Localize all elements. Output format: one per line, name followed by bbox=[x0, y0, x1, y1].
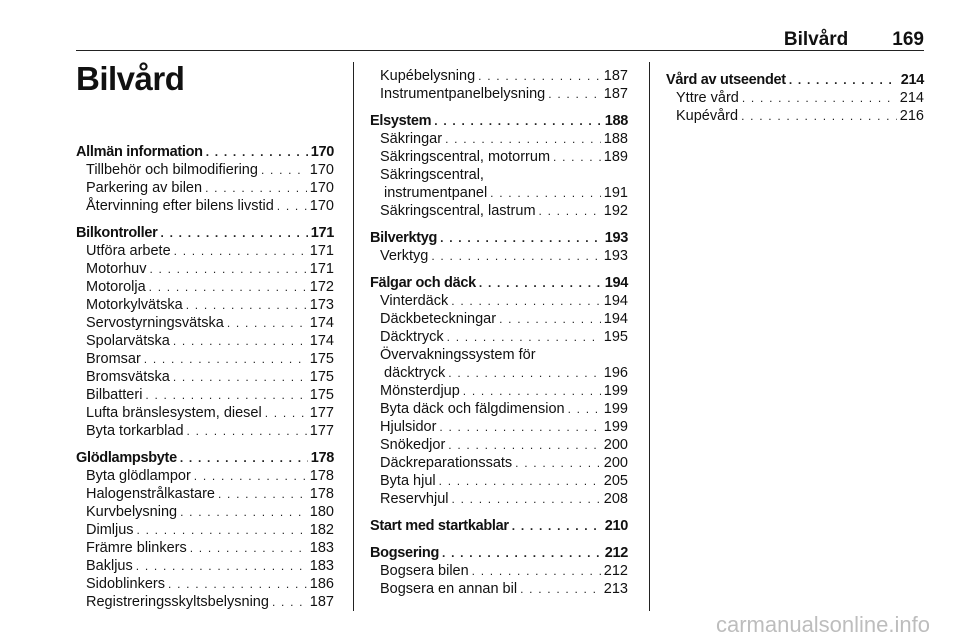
dot-leader bbox=[277, 197, 307, 215]
toc-page-number: 178 bbox=[310, 450, 334, 466]
toc-section-title: Bogsering bbox=[370, 545, 440, 561]
toc-entry[interactable] bbox=[370, 418, 628, 436]
toc-page-number: 189 bbox=[603, 149, 628, 165]
toc-page-number: 175 bbox=[309, 387, 334, 403]
toc-entry[interactable] bbox=[370, 436, 628, 454]
toc-entry-title: Däckbeteckningar bbox=[380, 311, 497, 327]
toc-entry-title: Vinterdäck bbox=[380, 293, 449, 309]
dot-leader bbox=[448, 364, 601, 382]
toc-entry[interactable] bbox=[76, 575, 334, 593]
dot-leader bbox=[439, 418, 600, 436]
toc-page-number: 216 bbox=[899, 108, 924, 124]
toc-entry[interactable] bbox=[370, 562, 628, 580]
toc-entry-title: Bogsera en annan bil bbox=[380, 581, 518, 597]
toc-page-number: 193 bbox=[604, 230, 628, 246]
dot-leader bbox=[447, 328, 601, 346]
toc-entry-title: Motorolja bbox=[86, 279, 146, 295]
toc-entry[interactable] bbox=[76, 179, 334, 197]
toc-entry[interactable] bbox=[76, 422, 334, 440]
dot-leader bbox=[265, 404, 307, 422]
page-number: 169 bbox=[892, 29, 924, 50]
dot-leader bbox=[136, 557, 307, 575]
toc-section[interactable] bbox=[370, 229, 628, 247]
toc-entry-title: Säkringscentral, lastrum bbox=[380, 203, 536, 219]
toc-entry-title: Spolarvätska bbox=[86, 333, 170, 349]
toc-entry[interactable] bbox=[76, 332, 334, 350]
toc-page-number: 194 bbox=[603, 311, 628, 327]
toc-page-number: 174 bbox=[309, 315, 334, 331]
toc-page-number: 199 bbox=[603, 383, 628, 399]
toc-entry-title-continuation: instrumentpanel bbox=[384, 185, 488, 201]
toc-entry[interactable] bbox=[370, 472, 628, 490]
toc-page-number: 187 bbox=[603, 86, 628, 102]
page-title: Bilvård bbox=[76, 60, 185, 97]
dot-leader bbox=[431, 247, 600, 265]
toc-entry[interactable] bbox=[370, 67, 628, 85]
dot-leader bbox=[451, 292, 601, 310]
toc-section[interactable] bbox=[76, 449, 334, 467]
running-header bbox=[624, 29, 924, 51]
dot-leader bbox=[445, 130, 601, 148]
column-divider-1 bbox=[353, 62, 354, 611]
toc-page-number: 171 bbox=[310, 225, 334, 241]
toc-entry[interactable] bbox=[370, 580, 628, 598]
dot-leader bbox=[174, 242, 307, 260]
dot-leader bbox=[452, 490, 601, 508]
toc-entry-title: Dimljus bbox=[86, 522, 134, 538]
toc-page-number: 195 bbox=[603, 329, 628, 345]
dot-leader bbox=[479, 274, 602, 292]
toc-entry[interactable] bbox=[370, 310, 628, 328]
toc-entry-title: Motorkylvätska bbox=[86, 297, 183, 313]
dot-leader bbox=[180, 503, 307, 521]
toc-column-3 bbox=[666, 71, 924, 125]
toc-page-number: 171 bbox=[309, 243, 334, 259]
watermark: carmanualsonline.info bbox=[715, 612, 930, 637]
toc-entry-title: Instrumentpanelbelysning bbox=[380, 86, 546, 102]
toc-entry[interactable] bbox=[76, 368, 334, 386]
toc-section-title: Vård av utseendet bbox=[666, 72, 786, 88]
dot-leader bbox=[137, 521, 307, 539]
toc-page-number: 196 bbox=[603, 365, 628, 381]
toc-page-number: 214 bbox=[900, 72, 924, 88]
toc-entry[interactable] bbox=[370, 490, 628, 508]
toc-entry-title: Mönsterdjup bbox=[380, 383, 460, 399]
toc-entry-title: Byta glödlampor bbox=[86, 468, 191, 484]
toc-entry-title: Sidoblinkers bbox=[86, 576, 165, 592]
toc-entry-title: Kupébelysning bbox=[380, 68, 476, 84]
toc-entry[interactable] bbox=[76, 485, 334, 503]
dot-leader bbox=[440, 229, 602, 247]
toc-entry[interactable] bbox=[76, 278, 334, 296]
dot-leader bbox=[442, 544, 602, 562]
column-divider-2 bbox=[649, 62, 650, 611]
toc-entry[interactable] bbox=[666, 107, 924, 125]
dot-leader bbox=[186, 296, 307, 314]
dot-leader bbox=[448, 436, 601, 454]
toc-page-number: 200 bbox=[603, 455, 628, 471]
toc-page-number: 170 bbox=[309, 180, 334, 196]
toc-entry-title: Säkringar bbox=[380, 131, 443, 147]
toc-section[interactable] bbox=[76, 224, 334, 242]
dot-leader bbox=[463, 382, 601, 400]
toc-page-number: 210 bbox=[604, 518, 628, 534]
dot-leader bbox=[539, 202, 601, 220]
toc-entry-title: Främre blinkers bbox=[86, 540, 187, 556]
toc-entry-title: Servostyrningsvätska bbox=[86, 315, 224, 331]
dot-leader bbox=[742, 89, 897, 107]
toc-entry-title: Motorhuv bbox=[86, 261, 147, 277]
toc-section-title: Fälgar och däck bbox=[370, 275, 476, 291]
toc-entry-title: Däcktryck bbox=[380, 329, 444, 345]
toc-entry-title: Säkringscentral, motorrum bbox=[380, 149, 551, 165]
toc-entry-title: Reservhjul bbox=[380, 491, 449, 507]
toc-page-number: 194 bbox=[604, 275, 628, 291]
toc-section[interactable] bbox=[76, 143, 334, 161]
toc-page-number: 199 bbox=[603, 419, 628, 435]
dot-leader bbox=[478, 67, 601, 85]
dot-leader bbox=[190, 539, 307, 557]
toc-entry-title: Hjulsidor bbox=[380, 419, 437, 435]
toc-page-number: 192 bbox=[603, 203, 628, 219]
toc-page-number: 199 bbox=[603, 401, 628, 417]
toc-entry-continuation[interactable] bbox=[370, 364, 628, 382]
toc-page-number: 188 bbox=[603, 131, 628, 147]
dot-leader bbox=[173, 332, 307, 350]
toc-entry[interactable] bbox=[76, 386, 334, 404]
toc-entry[interactable] bbox=[76, 260, 334, 278]
dot-leader bbox=[520, 580, 601, 598]
toc-section[interactable] bbox=[370, 544, 628, 562]
toc-page-number: 170 bbox=[309, 198, 334, 214]
dot-leader bbox=[439, 472, 601, 490]
toc-entry-title: Bilbatteri bbox=[86, 387, 143, 403]
dot-leader bbox=[512, 517, 602, 535]
toc-section[interactable] bbox=[370, 274, 628, 292]
toc-entry-title: Kurvbelysning bbox=[86, 504, 178, 520]
dot-leader bbox=[173, 368, 307, 386]
dot-leader bbox=[261, 161, 307, 179]
toc-page-number: 170 bbox=[309, 162, 334, 178]
dot-leader bbox=[515, 454, 601, 472]
toc-page-number: 193 bbox=[603, 248, 628, 264]
toc-entry[interactable] bbox=[76, 503, 334, 521]
toc-entry-title: Verktyg bbox=[380, 248, 429, 264]
toc-entry[interactable] bbox=[370, 166, 628, 184]
toc-entry[interactable] bbox=[76, 314, 334, 332]
toc-entry[interactable] bbox=[370, 454, 628, 472]
dot-leader bbox=[490, 184, 601, 202]
dot-leader bbox=[741, 107, 897, 125]
toc-page-number: 173 bbox=[309, 297, 334, 313]
toc-section[interactable] bbox=[370, 517, 628, 535]
toc-entry[interactable] bbox=[370, 382, 628, 400]
toc-entry[interactable] bbox=[76, 197, 334, 215]
toc-section-title: Start med startkablar bbox=[370, 518, 509, 534]
toc-page-number: 212 bbox=[604, 545, 628, 561]
toc-section-title: Elsystem bbox=[370, 113, 432, 129]
toc-entry-title: Yttre vård bbox=[676, 90, 739, 106]
toc-entry[interactable] bbox=[76, 539, 334, 557]
toc-entry[interactable] bbox=[76, 404, 334, 422]
toc-entry-title: Snökedjor bbox=[380, 437, 446, 453]
dot-leader bbox=[149, 278, 307, 296]
toc-section-title: Bilkontroller bbox=[76, 225, 158, 241]
toc-page-number: 214 bbox=[899, 90, 924, 106]
toc-column-1 bbox=[76, 143, 334, 611]
toc-page-number: 177 bbox=[309, 405, 334, 421]
toc-page-number: 213 bbox=[603, 581, 628, 597]
dot-leader bbox=[272, 593, 307, 611]
toc-page-number: 205 bbox=[603, 473, 628, 489]
toc-section[interactable] bbox=[666, 71, 924, 89]
dot-leader bbox=[553, 148, 601, 166]
toc-entry-title: Bogsera bilen bbox=[380, 563, 469, 579]
toc-entry-title: Däckreparationssats bbox=[380, 455, 513, 471]
toc-entry-title-continuation: däcktryck bbox=[384, 365, 446, 381]
toc-entry-title: Bakljus bbox=[86, 558, 133, 574]
toc-entry[interactable] bbox=[76, 350, 334, 368]
dot-leader bbox=[161, 224, 308, 242]
dot-leader bbox=[194, 467, 307, 485]
toc-entry[interactable] bbox=[370, 202, 628, 220]
dot-leader bbox=[180, 449, 308, 467]
toc-page-number: 177 bbox=[309, 423, 334, 439]
toc-entry[interactable] bbox=[370, 130, 628, 148]
toc-entry-title: Utföra arbete bbox=[86, 243, 171, 259]
dot-leader bbox=[227, 314, 307, 332]
dot-leader bbox=[789, 71, 898, 89]
toc-entry[interactable] bbox=[370, 328, 628, 346]
dot-leader bbox=[144, 350, 307, 368]
dot-leader bbox=[499, 310, 601, 328]
dot-leader bbox=[218, 485, 307, 503]
toc-entry[interactable] bbox=[76, 296, 334, 314]
toc-page-number: 187 bbox=[309, 594, 334, 610]
toc-entry-title: Halogenstrålkastare bbox=[86, 486, 215, 502]
toc-page-number: 170 bbox=[310, 144, 334, 160]
dot-leader bbox=[149, 260, 306, 278]
toc-page-number: 183 bbox=[309, 558, 334, 574]
dot-leader bbox=[205, 179, 307, 197]
toc-entry-title: Parkering av bilen bbox=[86, 180, 203, 196]
toc-page-number: 180 bbox=[309, 504, 334, 520]
toc-page-number: 172 bbox=[309, 279, 334, 295]
toc-entry-title: Återvinning efter bilens livstid bbox=[86, 198, 274, 214]
toc-entry[interactable] bbox=[76, 593, 334, 611]
toc-entry[interactable] bbox=[370, 292, 628, 310]
toc-entry-title: Tillbehör och bilmodifiering bbox=[86, 162, 258, 178]
toc-page-number: 178 bbox=[309, 468, 334, 484]
header-rule bbox=[76, 50, 924, 51]
toc-entry[interactable] bbox=[76, 242, 334, 260]
dot-leader bbox=[472, 562, 601, 580]
dot-leader bbox=[168, 575, 307, 593]
toc-section[interactable] bbox=[370, 112, 628, 130]
toc-section-title: Bilverktyg bbox=[370, 230, 438, 246]
toc-entry[interactable] bbox=[76, 467, 334, 485]
toc-entry-title: Lufta bränslesystem, diesel bbox=[86, 405, 262, 421]
toc-entry-title: Byta torkarblad bbox=[86, 423, 184, 439]
toc-entry[interactable] bbox=[76, 521, 334, 539]
toc-entry[interactable] bbox=[666, 89, 924, 107]
dot-leader bbox=[145, 386, 306, 404]
toc-page-number: 174 bbox=[309, 333, 334, 349]
toc-column-2 bbox=[370, 67, 628, 598]
dot-leader bbox=[568, 400, 601, 418]
toc-page-number: 187 bbox=[603, 68, 628, 84]
toc-page-number: 186 bbox=[309, 576, 334, 592]
toc-entry[interactable] bbox=[370, 148, 628, 166]
toc-entry[interactable] bbox=[76, 161, 334, 179]
toc-page-number: 178 bbox=[309, 486, 334, 502]
running-header-section: Bilvård bbox=[783, 29, 849, 50]
toc-page-number: 182 bbox=[309, 522, 334, 538]
toc-page-number: 200 bbox=[603, 437, 628, 453]
toc-entry-title: Säkringscentral, bbox=[380, 167, 484, 183]
toc-entry-continuation[interactable] bbox=[370, 184, 628, 202]
toc-page-number: 191 bbox=[603, 185, 628, 201]
toc-section-title: Glödlampsbyte bbox=[76, 450, 177, 466]
toc-page-number: 171 bbox=[309, 261, 334, 277]
toc-entry-title: Kupévård bbox=[676, 108, 739, 124]
toc-page-number: 188 bbox=[604, 113, 628, 129]
toc-page-number: 183 bbox=[309, 540, 334, 556]
toc-page-number: 208 bbox=[603, 491, 628, 507]
toc-entry[interactable] bbox=[370, 346, 628, 364]
toc-entry-title: Bromsvätska bbox=[86, 369, 170, 385]
dot-leader bbox=[548, 85, 601, 103]
toc-page-number: 175 bbox=[309, 351, 334, 367]
toc-page-number: 194 bbox=[603, 293, 628, 309]
toc-entry-title: Byta däck och fälgdimension bbox=[380, 401, 565, 417]
toc-entry[interactable] bbox=[370, 400, 628, 418]
dot-leader bbox=[434, 112, 601, 130]
toc-section-title: Allmän information bbox=[76, 144, 203, 160]
toc-entry-title: Registreringsskyltsbelysning bbox=[86, 594, 269, 610]
toc-entry[interactable] bbox=[370, 247, 628, 265]
toc-entry-title: Övervakningssystem för bbox=[380, 347, 536, 363]
dot-leader bbox=[206, 143, 308, 161]
toc-entry[interactable] bbox=[370, 85, 628, 103]
toc-entry[interactable] bbox=[76, 557, 334, 575]
toc-page-number: 175 bbox=[309, 369, 334, 385]
dot-leader bbox=[187, 422, 307, 440]
toc-entry-title: Bromsar bbox=[86, 351, 141, 367]
toc-entry-title: Byta hjul bbox=[380, 473, 436, 489]
toc-page-number: 212 bbox=[603, 563, 628, 579]
